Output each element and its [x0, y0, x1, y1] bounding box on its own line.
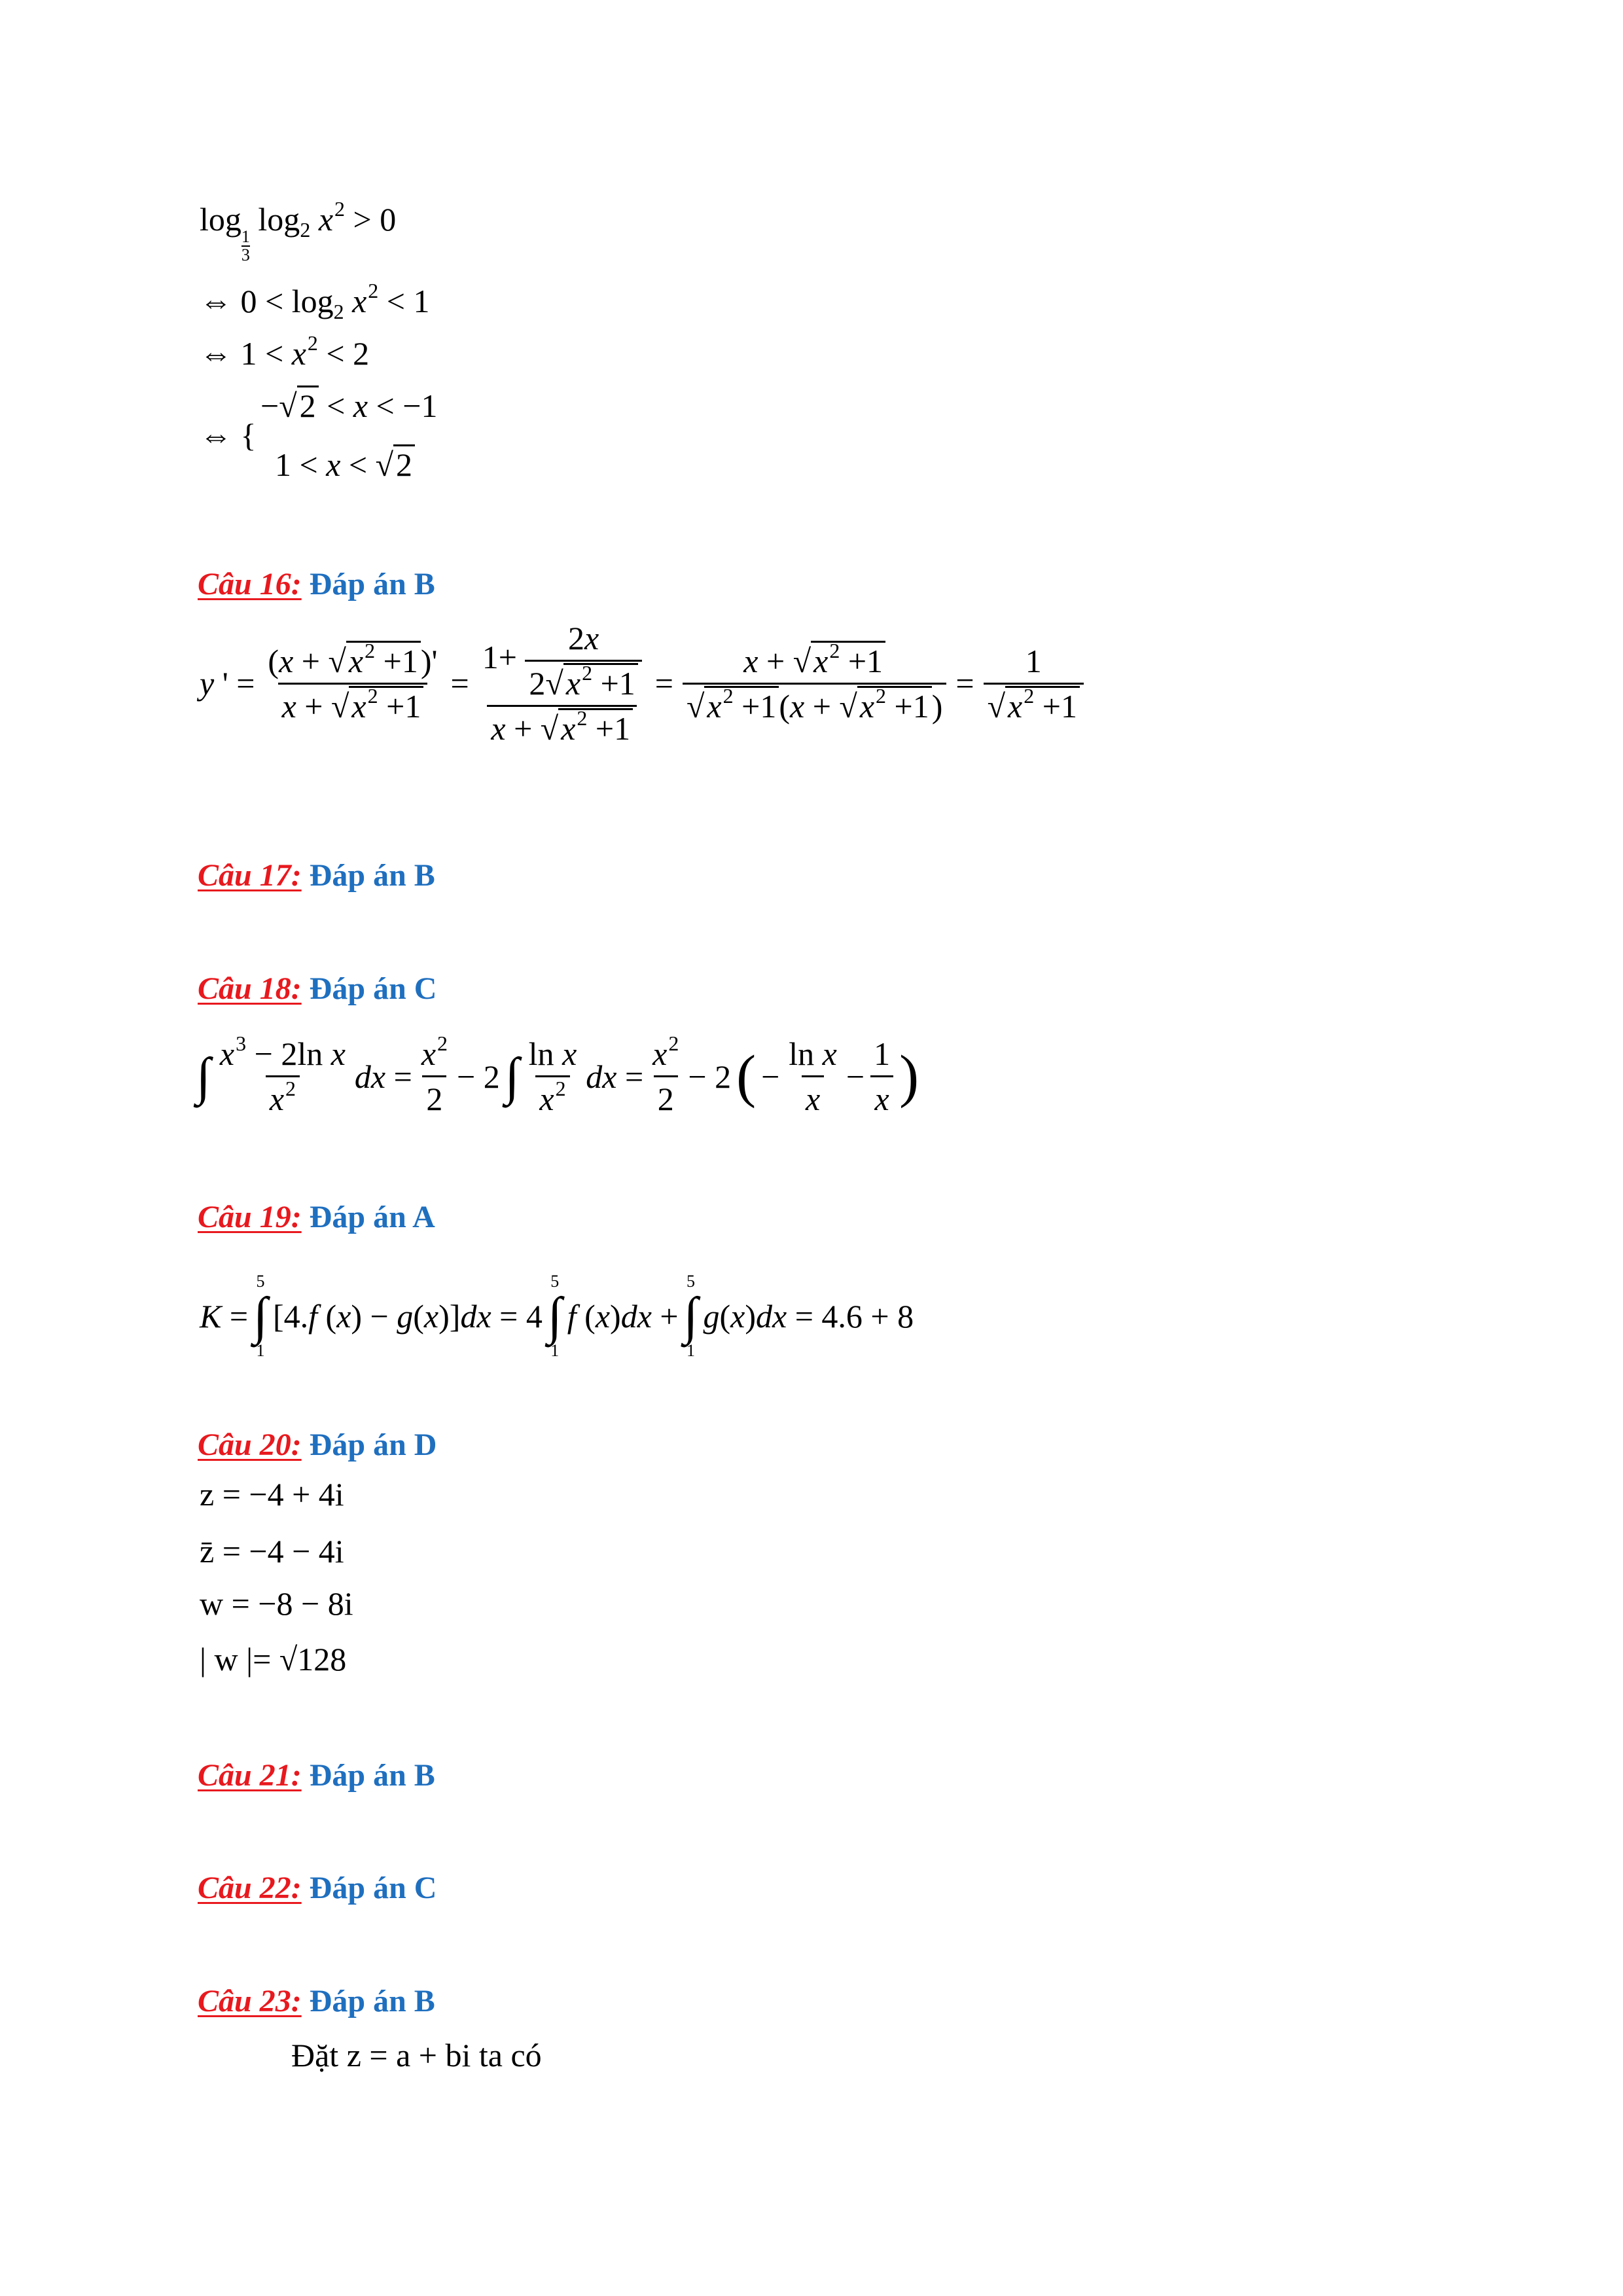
q16-derivative: y ' = $\frac{(x + √x^2 +1)'}{x + √x^2 +1}$ = 1+ $\frac{2x}{2√x^2 +1}$ $x + √x^2 +1$ = $\frac{x + √x^2 +1}{√x^2 +1(x + √x^2 +1)}$ = $\frac{1}{√x^2 +1}$	[200, 622, 1084, 745]
q23-heading: Câu 23: Đáp án B	[198, 1984, 435, 2018]
q16-heading: Câu 16: Đáp án B	[198, 567, 435, 601]
equiv-line-2: ⇔ $0 < \log_2 x^2 < 1$	[200, 279, 430, 323]
q22-heading: Câu 22: Đáp án C	[198, 1871, 437, 1905]
q20-line-modulus: | w |= √128	[200, 1641, 347, 1677]
q20-line-zbar: z̄ = −4 − 4i	[200, 1533, 344, 1570]
q18-heading: Câu 18: Đáp án C	[198, 971, 437, 1006]
equiv-line-4: ⇔ {	[200, 417, 257, 454]
q23-text: Đặt z = a + bi ta có	[291, 2037, 542, 2073]
equiv-line-3: ⇔ $1 < x^2 < 2$	[200, 331, 370, 372]
case-negative: −√2 < x < −1	[260, 389, 437, 422]
q20-heading: Câu 20: Đáp án D	[198, 1427, 437, 1462]
q19-heading: Câu 19: Đáp án A	[198, 1200, 435, 1234]
log-inequality-line: log $\frac{1}{3}$ $\log_2 x^2 > 0$	[200, 197, 397, 264]
case-positive: 1 < x < √2	[275, 448, 415, 481]
q18-integral: ∫ $\frac{x^3 - 2\ln x}{x^2}$ dx = $\frac{x^2}{2}$ − 2 ∫ $\frac{\text{ln x}}{x^2}$ dx = $\frac{x^2}{2}$ − 2 ( − $\frac{\text{ln x}}{x}$ − $\frac{1}{x}$ )	[196, 1031, 919, 1117]
q19-integral: K = 5 ∫ 1 [4.f (x) − g(x)]dx = 4 5 ∫ 1 f (x)dx + 5 ∫ 1 g(x)dx = 4.6 + 8	[200, 1272, 914, 1360]
q20-line-z: z = −4 + 4i	[200, 1476, 344, 1513]
q21-heading: Câu 21: Đáp án B	[198, 1758, 435, 1793]
q20-line-w: w = −8 − 8i	[200, 1585, 353, 1622]
q17-heading: Câu 17: Đáp án B	[198, 858, 435, 893]
